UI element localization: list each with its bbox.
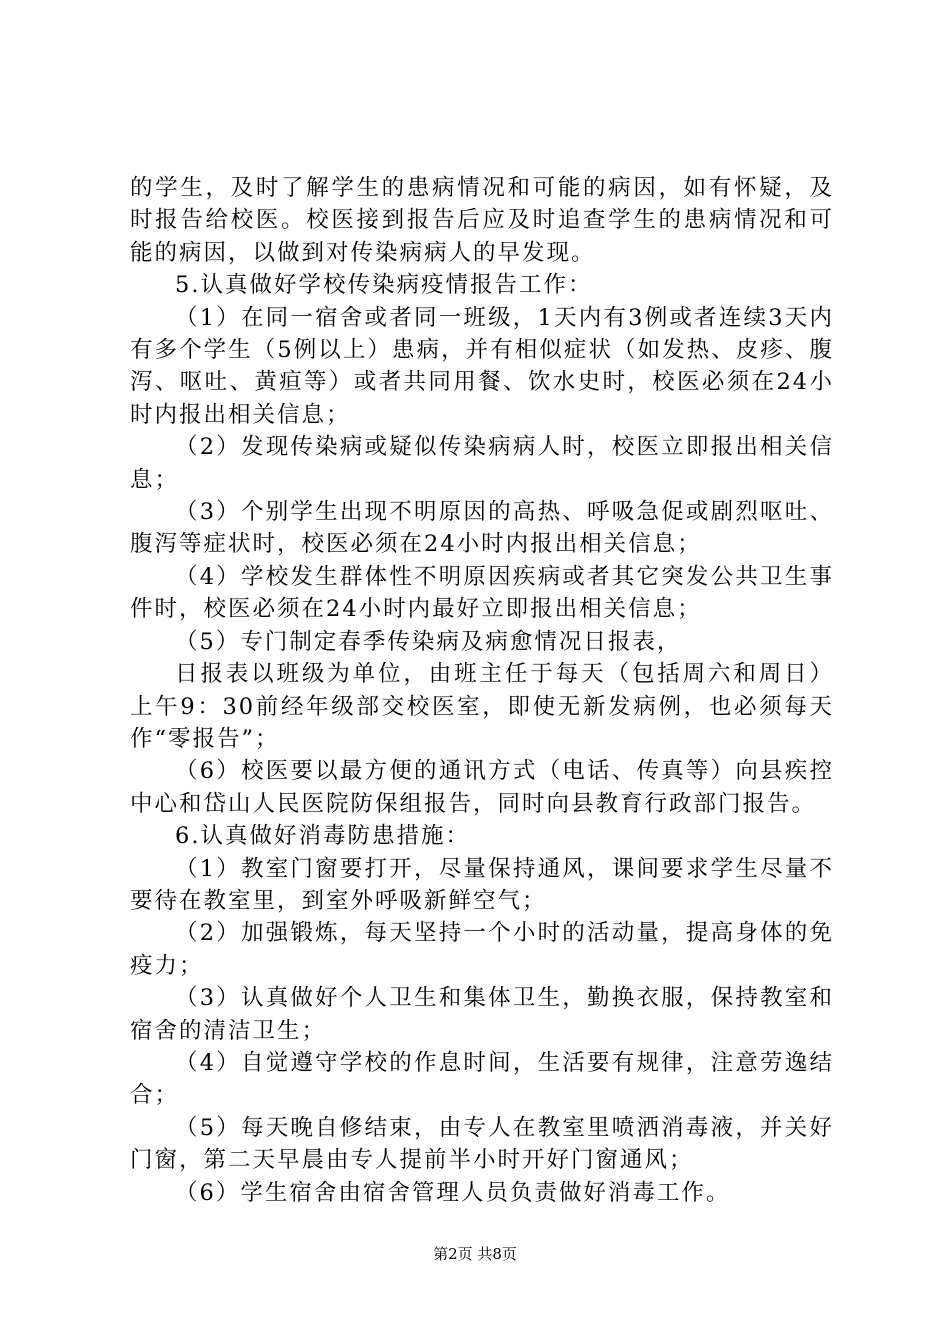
- paragraph: （4）学校发生群体性不明原因疾病或者其它突发公共卫生事件时，校医必须在24小时内最好立即报出相关信息；: [130, 563, 834, 623]
- paragraph: （3）个别学生出现不明原因的高热、呼吸急促或剧烈呕吐、腹泻等症状时，校医必须在24小时内报出相关信息；: [130, 499, 834, 558]
- paragraph: 的学生，及时了解学生的患病情况和可能的病因，如有怀疑，及时报告给校医。校医接到报告后应及时追查学生的患病情况和可能的病因，以做到对传染病病人的早发现。: [130, 175, 834, 266]
- paragraph: （4）自觉遵守学校的作息时间，生活要有规律，注意劳逸结合；: [130, 1049, 834, 1109]
- document-body: [130, 172, 834, 1209]
- paragraph: （2）发现传染病或疑似传染病病人时，校医立即报出相关信息；: [130, 434, 834, 493]
- paragraph: 日报表以班级为单位，由班主任于每天（包括周六和周日）上午9：30前经年级部交校医室，即使无新发病例，也必须每天作“零报告”；: [130, 661, 834, 752]
- paragraph: （1）教室门窗要打开，尽量保持通风，课间要求学生尽量不要待在教室里，到室外呼吸新鲜空气；: [130, 855, 834, 914]
- paragraph: （5）每天晚自修结束，由专人在教室里喷洒消毒液，并关好门窗，第二天早晨由专人提前半小时开好门窗通风；: [130, 1114, 834, 1174]
- paragraph: （5）专门制定春季传染病及病愈情况日报表，: [175, 628, 682, 655]
- paragraph: （6）学生宿舍由宿舍管理人员负责做好消毒工作。: [175, 1179, 731, 1206]
- paragraph: （2）加强锻炼，每天坚持一个小时的活动量，提高身体的免疫力；: [130, 920, 834, 979]
- paragraph: （1）在同一宿舍或者同一班级，1天内有3例或者连续3天内有多个学生（5例以上）患病，并有相似症状（如发热、皮疹、腹泻、呕吐、黄疸等）或者共同用餐、饮水史时，校医必须在24小时内报出相关信息；: [130, 304, 834, 428]
- page-footer: [0, 1244, 950, 1264]
- section-heading: 6.认真做好消毒防患措施：: [175, 823, 470, 850]
- section-heading: 5.认真做好学校传染病疫情报告工作：: [175, 272, 593, 299]
- paragraph: （3）认真做好个人卫生和集体卫生，勤换衣服，保持教室和宿舍的清洁卫生；: [130, 985, 834, 1044]
- paragraph: （6）校医要以最方便的通讯方式（电话、传真等）向县疾控中心和岱山人民医院防保组报告，同时向县教育行政部门报告。: [130, 758, 834, 817]
- page-number: 第2页 共8页: [433, 1245, 517, 1263]
